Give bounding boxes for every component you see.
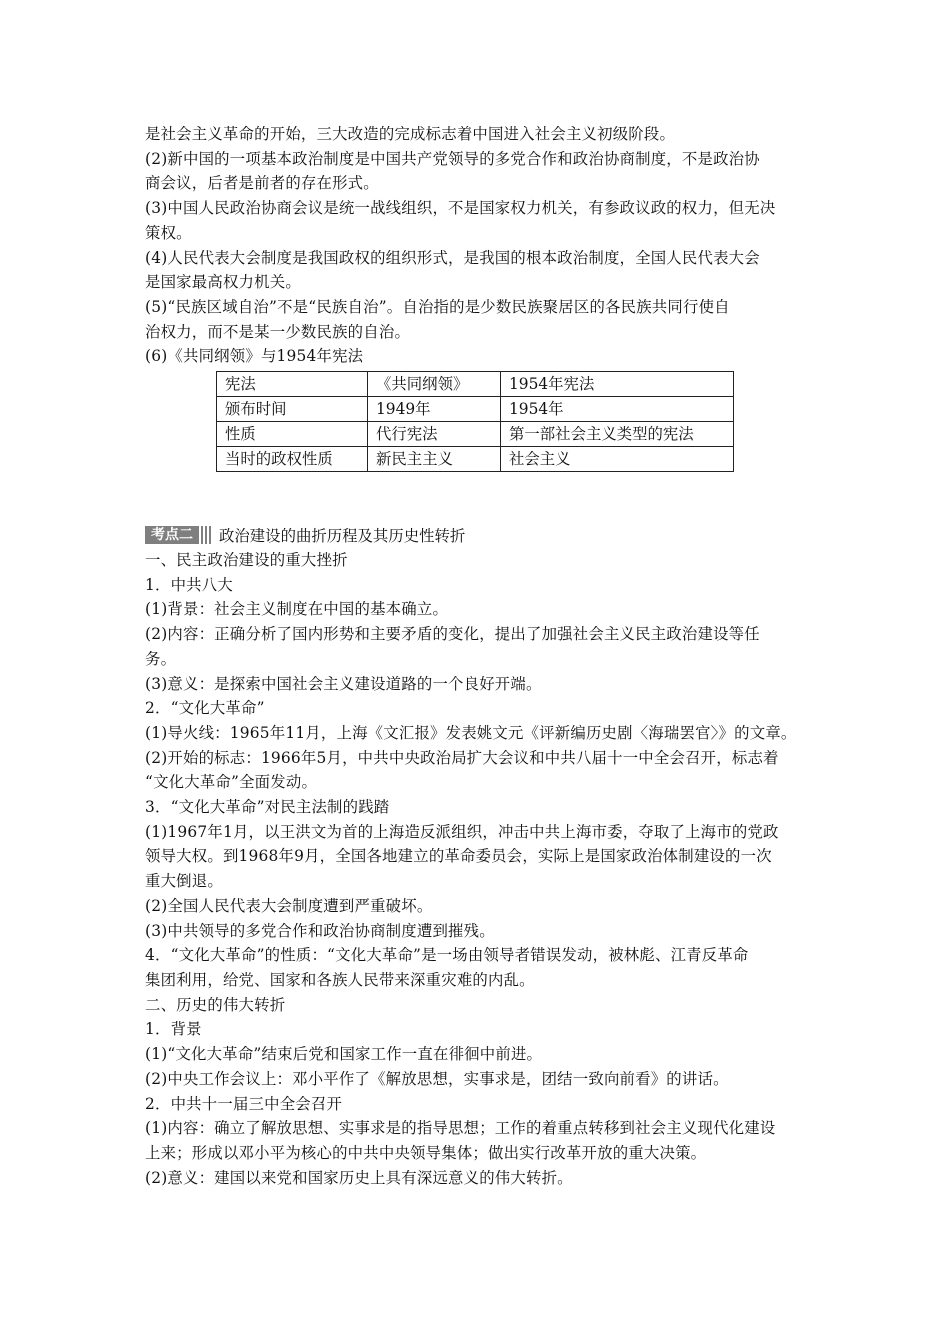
text-line: “文化大革命”全面发动。 [145,773,318,792]
text-line: 务。 [145,649,177,668]
text-line: (3)意义：是探索中国社会主义建设道路的一个良好开端。 [145,674,542,693]
text-line: (1)背景：社会主义制度在中国的基本确立。 [145,600,449,619]
comparison-table [216,371,734,472]
text-line: 领导大权。到1968年9月，全国各地建立的革命委员会，实际上是国家政治体制建设的一次 [145,847,772,866]
text-line: 治权力，而不是某一少数民族的自治。 [145,322,411,341]
text-line: 1．背景 [145,1020,202,1039]
text-line: (2)内容：正确分析了国内形势和主要矛盾的变化，提出了加强社会主义民主政治建设等任 [145,625,760,644]
text-line: (4)人民代表大会制度是我国政权的组织形式，是我国的根本政治制度，全国人民代表大会 [145,248,760,267]
text-line: (1)“文化大革命”结束后党和国家工作一直在徘徊中前进。 [145,1045,543,1064]
text-line: (3)中共领导的多党合作和政治协商制度遭到摧残。 [145,921,495,940]
table-cell: 性质 [217,422,368,447]
section-heading [145,522,815,548]
section-badge: 考点二 [145,526,199,544]
text-line: 是社会主义革命的开始，三大改造的完成标志着中国进入社会主义初级阶段。 [145,125,676,143]
text-line: 2．“文化大革命” [145,699,265,718]
text-line: 上来；形成以邓小平为核心的中共中央领导集体；做出实行改革开放的重大决策。 [145,1143,707,1162]
text-line: (2)全国人民代表大会制度遭到严重破坏。 [145,896,433,915]
text-line: 一、民主政治建设的重大挫折 [145,551,348,570]
table-cell: 1954年宪法 [501,372,734,397]
table-row [217,397,734,422]
badge-stripes [201,526,211,544]
text-line: 二、历史的伟大转折 [145,995,286,1014]
text-line: 3．“文化大革命”对民主法制的践踏 [145,798,390,817]
table-cell: 1949年 [368,397,501,422]
text-line: 2．中共十一届三中全会召开 [145,1094,343,1113]
text-line: (2)新中国的一项基本政治制度是中国共产党领导的多党合作和政治协商制度，不是政治协 [145,149,760,168]
text-line: (2)开始的标志：1966年5月，中共中央政治局扩大会议和中共八届十一中全会召开，标志着 [145,748,779,767]
text-line: (2)意义：建国以来党和国家历史上具有深远意义的伟大转折。 [145,1168,573,1187]
text-line: 4．“文化大革命”的性质：“文化大革命”是一场由领导者错误发动，被林彪、江青反革命 [145,946,749,965]
table-cell: 代行宪法 [368,422,501,447]
text-line: (1)1967年1月，以王洪文为首的上海造反派组织，冲击中共上海市委，夺取了上海市的党政 [145,822,779,841]
text-line: 是国家最高权力机关。 [145,273,301,292]
table-cell: 颁布时间 [217,397,368,422]
intro-section [145,122,815,369]
text-line: 1．中共八大 [145,575,233,594]
text-line: 集团利用，给党、国家和各族人民带来深重灾难的内乱。 [145,970,535,989]
table-row [217,372,734,397]
text-line: (5)“民族区域自治”不是“民族自治”。自治指的是少数民族聚居区的各民族共同行使自 [145,297,730,316]
text-line: (1)导火线：1965年11月，上海《文汇报》发表姚文元《评新编历史剧〈海瑞罢官〉》的文章。 [145,723,797,742]
text-line: (6)《共同纲领》与1954年宪法 [145,347,364,366]
document-page [145,122,815,1190]
table-row [217,447,734,472]
table-cell: 《共同纲领》 [368,372,501,397]
table-cell: 社会主义 [501,447,734,472]
text-line: (1)内容：确立了解放思想、实事求是的指导思想；工作的着重点转移到社会主义现代化建设 [145,1119,776,1138]
text-line: 策权。 [145,223,192,242]
text-line: (3)中国人民政治协商会议是统一战线组织，不是国家权力机关，有参政议政的权力，但无决 [145,199,776,218]
table-cell: 当时的政权性质 [217,447,368,472]
text-line: 商会议，后者是前者的存在形式。 [145,174,379,193]
table-row [217,422,734,447]
table-cell: 1954年 [501,397,734,422]
body-section [145,548,815,1190]
table-cell: 第一部社会主义类型的宪法 [501,422,734,447]
section-title: 政治建设的曲折历程及其历史性转折 [219,527,466,546]
table-cell: 宪法 [217,372,368,397]
table-cell: 新民主主义 [368,447,501,472]
text-line: 重大倒退。 [145,872,223,891]
text-line: (2)中央工作会议上：邓小平作了《解放思想，实事求是，团结一致向前看》的讲话。 [145,1069,729,1088]
